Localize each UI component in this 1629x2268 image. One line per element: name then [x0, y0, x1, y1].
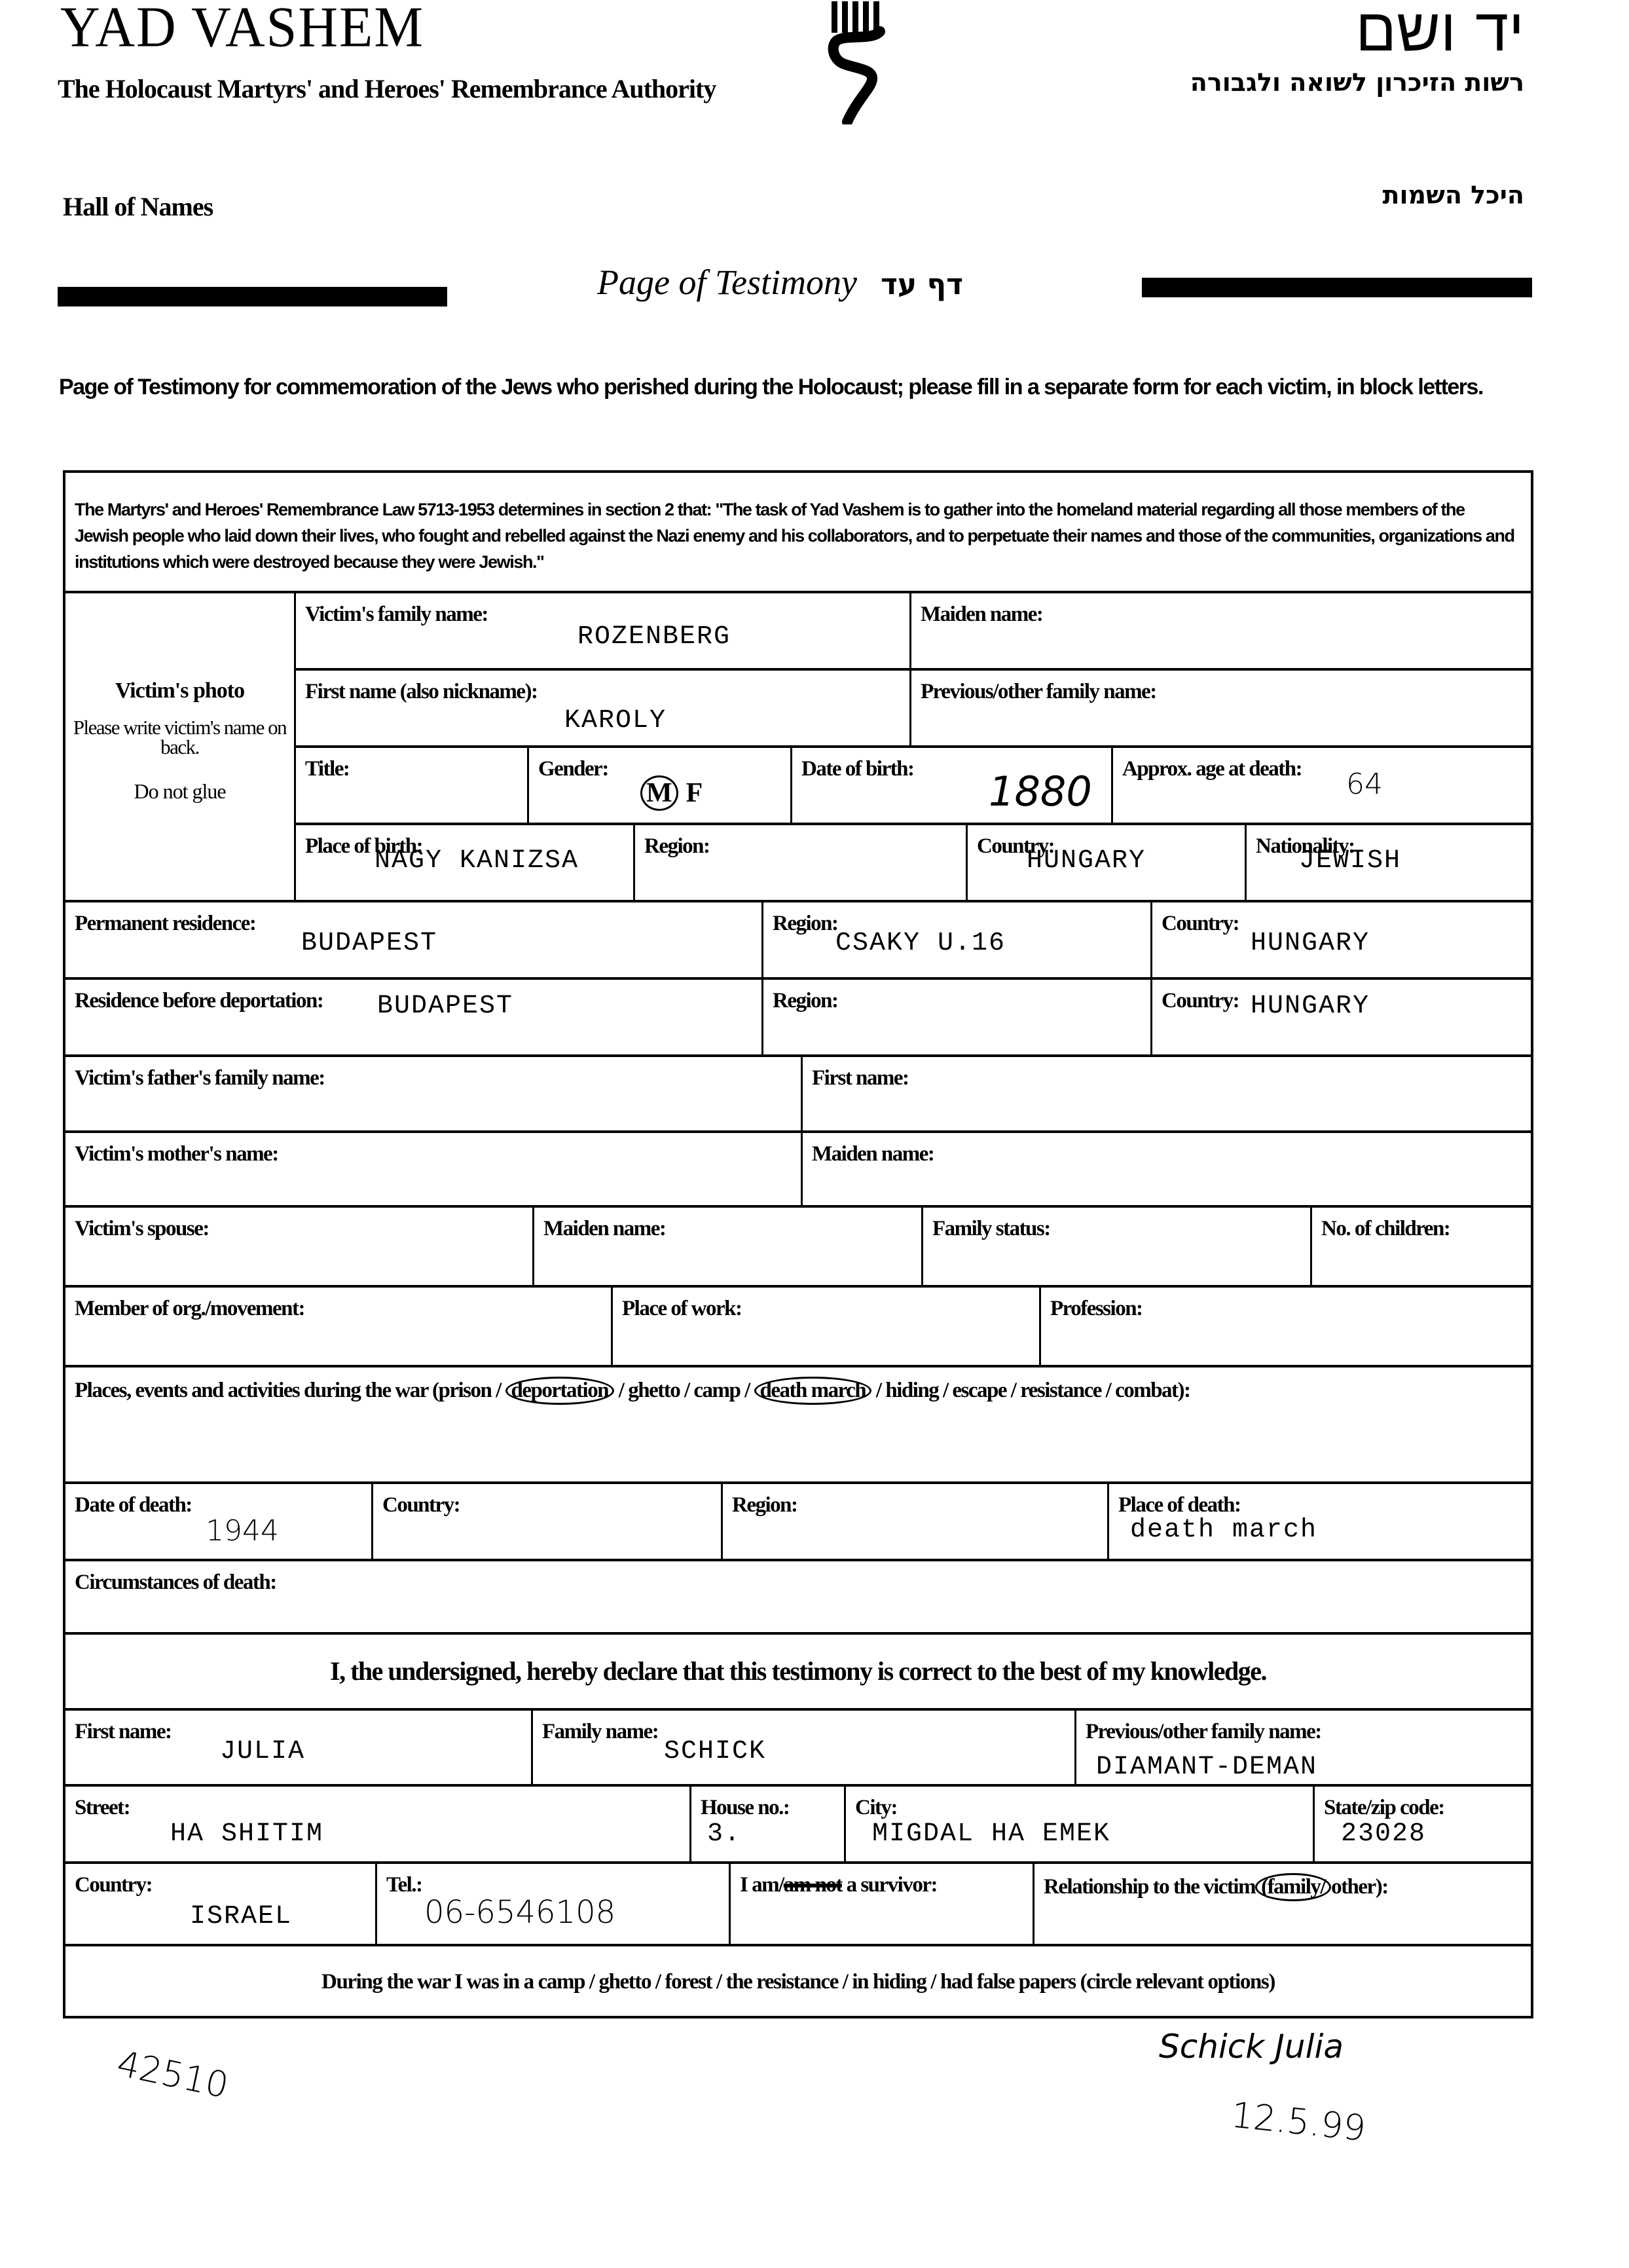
field-label: Region:	[644, 834, 710, 858]
declaration-text: I, the undersigned, hereby declare that this testimony is correct to the best of my knowledge.	[65, 1632, 1531, 1711]
field-label: House no.:	[701, 1796, 790, 1819]
field-label: State/zip code:	[1324, 1796, 1444, 1819]
relationship-label	[1044, 1873, 1388, 1901]
residence-before-deportation-field[interactable]	[65, 980, 763, 1057]
field-value: 64	[1346, 768, 1383, 801]
field-label: Victim's mother's name:	[75, 1142, 278, 1166]
submitter-zip-field[interactable]	[1315, 1787, 1531, 1864]
permanent-residence-field[interactable]	[65, 902, 763, 980]
field-label: Member of org./movement:	[75, 1297, 304, 1320]
field-label: Region:	[773, 989, 838, 1013]
form-title-he: דף עד	[880, 268, 964, 301]
field-label: Country:	[382, 1493, 460, 1517]
field-value: NAGY KANIZSA	[375, 846, 579, 876]
victim-photo-box[interactable]	[65, 593, 296, 902]
field-value: HUNGARY	[1251, 929, 1370, 958]
field-label: Profession:	[1050, 1297, 1143, 1320]
permanent-country-field[interactable]	[1152, 902, 1531, 980]
field-label: Gender:	[538, 757, 608, 781]
submitter-house-number-field[interactable]	[691, 1787, 846, 1864]
victim-family-name-field[interactable]	[296, 593, 911, 671]
field-value: BUDAPEST	[301, 929, 438, 958]
submitter-tel-field[interactable]	[377, 1864, 731, 1946]
field-label: Place of work:	[622, 1297, 742, 1320]
signature-date-handwritten: 12.5.99	[1229, 2094, 1368, 2149]
field-label: Circumstances of death:	[75, 1571, 276, 1594]
field-value: 1880	[989, 768, 1092, 815]
relationship-label-start: Relationship to the victim	[1044, 1875, 1256, 1899]
victim-maiden-name-field[interactable]	[911, 593, 1531, 671]
submitter-city-field[interactable]	[846, 1787, 1315, 1864]
victim-first-name-field[interactable]	[296, 671, 911, 748]
number-of-children-field[interactable]	[1312, 1208, 1531, 1288]
gender-options	[640, 775, 710, 811]
field-label: Place of death:	[1118, 1493, 1241, 1517]
war-activities-label-suffix: / hiding / escape / resistance / combat):	[875, 1379, 1190, 1402]
field-value: JULIA	[220, 1737, 306, 1766]
field-label: Country:	[977, 834, 1055, 858]
field-label: Maiden name:	[812, 1142, 934, 1166]
org-subtitle-he: רשות הזיכרון לשואה ולגבורה	[1190, 68, 1524, 97]
field-label: Date of birth:	[801, 757, 914, 781]
submitter-relationship-field[interactable]	[1034, 1864, 1531, 1946]
family-status-field[interactable]	[923, 1208, 1312, 1288]
member-org-field[interactable]	[65, 1288, 613, 1367]
war-activities-label	[75, 1377, 1190, 1405]
org-subtitle-en: The Holocaust Martyrs' and Heroes' Remembrance Authority	[58, 74, 716, 103]
war-activities-field[interactable]	[65, 1367, 1531, 1484]
submitter-war-note: During the war I was in a camp / ghetto / forest / the resistance / in hiding / had false papers (circle relevant options)	[321, 1970, 1275, 1994]
spouse-maiden-name-field[interactable]	[534, 1208, 923, 1288]
death-region-field[interactable]	[723, 1484, 1109, 1561]
submitter-survivor-field[interactable]	[731, 1864, 1034, 1946]
war-activities-label-prefix: Places, events and activities during the war (prison /	[75, 1379, 501, 1402]
intro-instructions: Page of Testimony for commemoration of the Jews who perished during the Holocaust; please fill in a separate form for each victim, in block letters.	[59, 375, 1483, 400]
photo-glue-note: Do not glue	[134, 779, 226, 803]
field-value: HUNGARY	[1251, 992, 1370, 1021]
victim-age-at-death-field[interactable]	[1113, 748, 1531, 825]
survivor-label-start: I am/	[740, 1873, 784, 1897]
field-label: First name:	[812, 1066, 909, 1090]
victim-nationality-field[interactable]	[1247, 825, 1531, 902]
submitter-previous-family-name-field[interactable]	[1076, 1711, 1531, 1787]
hall-of-names-he: היכל השמות	[1382, 181, 1524, 210]
field-label: First name (also nickname):	[305, 680, 538, 703]
field-value: SCHICK	[664, 1737, 767, 1766]
submitter-family-name-field[interactable]	[533, 1711, 1076, 1787]
field-label: Maiden name:	[543, 1217, 666, 1240]
field-label: First name:	[75, 1720, 172, 1743]
mother-name-field[interactable]	[65, 1133, 803, 1208]
field-value: 1944	[206, 1514, 279, 1548]
field-label: Title:	[305, 757, 350, 781]
field-label: Date of death:	[75, 1493, 192, 1517]
field-value: ISRAEL	[190, 1902, 293, 1931]
field-value: 23028	[1341, 1819, 1427, 1849]
yad-vashem-flame-logo-icon	[826, 0, 918, 124]
field-value: DIAMANT-DEMAN	[1096, 1753, 1318, 1782]
father-first-name-field[interactable]	[803, 1057, 1531, 1133]
victim-date-of-birth-field[interactable]	[792, 748, 1113, 825]
victim-place-of-birth-field[interactable]	[296, 825, 635, 902]
gender-option-m-selected[interactable]: M	[640, 775, 678, 811]
date-of-death-field[interactable]	[65, 1484, 373, 1561]
submitter-signature: Schick Julia	[1159, 2028, 1344, 2066]
field-label: Country:	[75, 1873, 153, 1897]
field-value: HUNGARY	[1027, 846, 1146, 876]
victim-birth-region-field[interactable]	[635, 825, 968, 902]
field-label: Nationality:	[1256, 834, 1355, 858]
victim-previous-family-name-field[interactable]	[911, 671, 1531, 748]
place-of-death-field[interactable]	[1109, 1484, 1531, 1561]
field-value: ROZENBERG	[577, 622, 731, 652]
deportation-region-field[interactable]	[763, 980, 1152, 1057]
field-value: MIGDAL HA EMEK	[872, 1819, 1111, 1849]
deportation-country-field[interactable]	[1152, 980, 1531, 1057]
survivor-label-end: a survivor:	[841, 1873, 937, 1897]
field-value: death march	[1130, 1515, 1318, 1545]
father-family-name-field[interactable]	[65, 1057, 803, 1133]
field-label: Previous/other family name:	[921, 680, 1156, 703]
mother-maiden-name-field[interactable]	[803, 1133, 1531, 1208]
submitter-street-field[interactable]	[65, 1787, 691, 1864]
field-label: Region:	[773, 912, 838, 935]
field-value: 3.	[707, 1819, 742, 1849]
field-label: Approx. age at death:	[1122, 757, 1302, 781]
death-country-field[interactable]	[373, 1484, 723, 1561]
submitter-first-name-field[interactable]	[65, 1711, 533, 1787]
law-text: The Martyrs' and Heroes' Remembrance Law 5713-1953 determines in section 2 that: "The task of Yad Vashem is to gather into the homeland material regarding all those members of the Jewish people who laid down their lives, who fought and rebelled against the Nazi enemy and his collaborators, and to perpetuate their names and those of the communities, organizations and institutions which were destroyed because they were Jewish."	[65, 473, 1531, 593]
field-value: 06-6546108	[424, 1894, 616, 1931]
field-value: KAROLY	[564, 706, 667, 735]
field-value: JEWISH	[1299, 846, 1402, 876]
field-value: HA SHITIM	[170, 1819, 324, 1849]
relationship-label-end: other):	[1331, 1875, 1388, 1899]
photo-title: Victim's photo	[115, 679, 245, 703]
field-label: Family status:	[932, 1217, 1050, 1240]
field-value: BUDAPEST	[377, 992, 514, 1021]
spouse-field[interactable]	[65, 1208, 534, 1288]
gender-option-f[interactable]: F	[686, 778, 703, 808]
field-label: Residence before deportation:	[75, 989, 323, 1013]
victim-title-field[interactable]	[296, 748, 529, 825]
field-label: Family name:	[542, 1720, 659, 1743]
place-of-work-field[interactable]	[613, 1288, 1041, 1367]
option-deportation-circled[interactable]: deportation	[505, 1377, 615, 1405]
submitter-country-field[interactable]	[65, 1864, 377, 1946]
archive-number-handwritten: 42510	[113, 2042, 232, 2107]
victim-gender-field[interactable]	[529, 748, 792, 825]
circumstances-of-death-field[interactable]	[65, 1561, 1531, 1635]
org-name-he: יד ושם	[1355, 0, 1524, 65]
field-label: Maiden name:	[921, 603, 1043, 626]
field-label: Tel.:	[386, 1873, 422, 1897]
photo-note: Please write victim's name on back.	[73, 716, 287, 758]
hall-of-names-en: Hall of Names	[63, 192, 213, 221]
field-label: Previous/other family name:	[1086, 1720, 1321, 1743]
field-label: Permanent residence:	[75, 912, 256, 935]
form-title	[597, 262, 963, 303]
war-activities-label-mid: / ghetto / camp /	[618, 1379, 750, 1402]
header-divider-left	[58, 287, 447, 307]
permanent-region-field[interactable]	[763, 902, 1152, 980]
field-label: Victim's spouse:	[75, 1217, 209, 1240]
testimony-form	[63, 470, 1533, 2018]
form-title-en: Page of Testimony	[597, 263, 857, 302]
field-label: Country:	[1162, 912, 1239, 935]
profession-field[interactable]	[1041, 1288, 1531, 1367]
field-label: Country:	[1162, 989, 1239, 1013]
relationship-option-family-circled[interactable]: (family/	[1255, 1873, 1331, 1901]
option-death-march-circled[interactable]: death march	[754, 1377, 872, 1405]
header-divider-right	[1142, 278, 1532, 297]
survivor-label	[740, 1873, 937, 1897]
field-label: City:	[855, 1796, 897, 1819]
field-label: Street:	[75, 1796, 130, 1819]
field-label: Victim's father's family name:	[75, 1066, 325, 1090]
victim-birth-country-field[interactable]	[968, 825, 1247, 902]
org-name-en: YAD VASHEM	[60, 0, 425, 60]
field-label: Place of birth:	[305, 834, 423, 858]
field-label: Region:	[732, 1493, 797, 1517]
field-value: CSAKY U.16	[835, 929, 1006, 958]
survivor-option-am-not-struck[interactable]: am not	[783, 1873, 842, 1897]
field-label: Victim's family name:	[305, 603, 488, 626]
field-label: No. of children:	[1321, 1217, 1450, 1240]
